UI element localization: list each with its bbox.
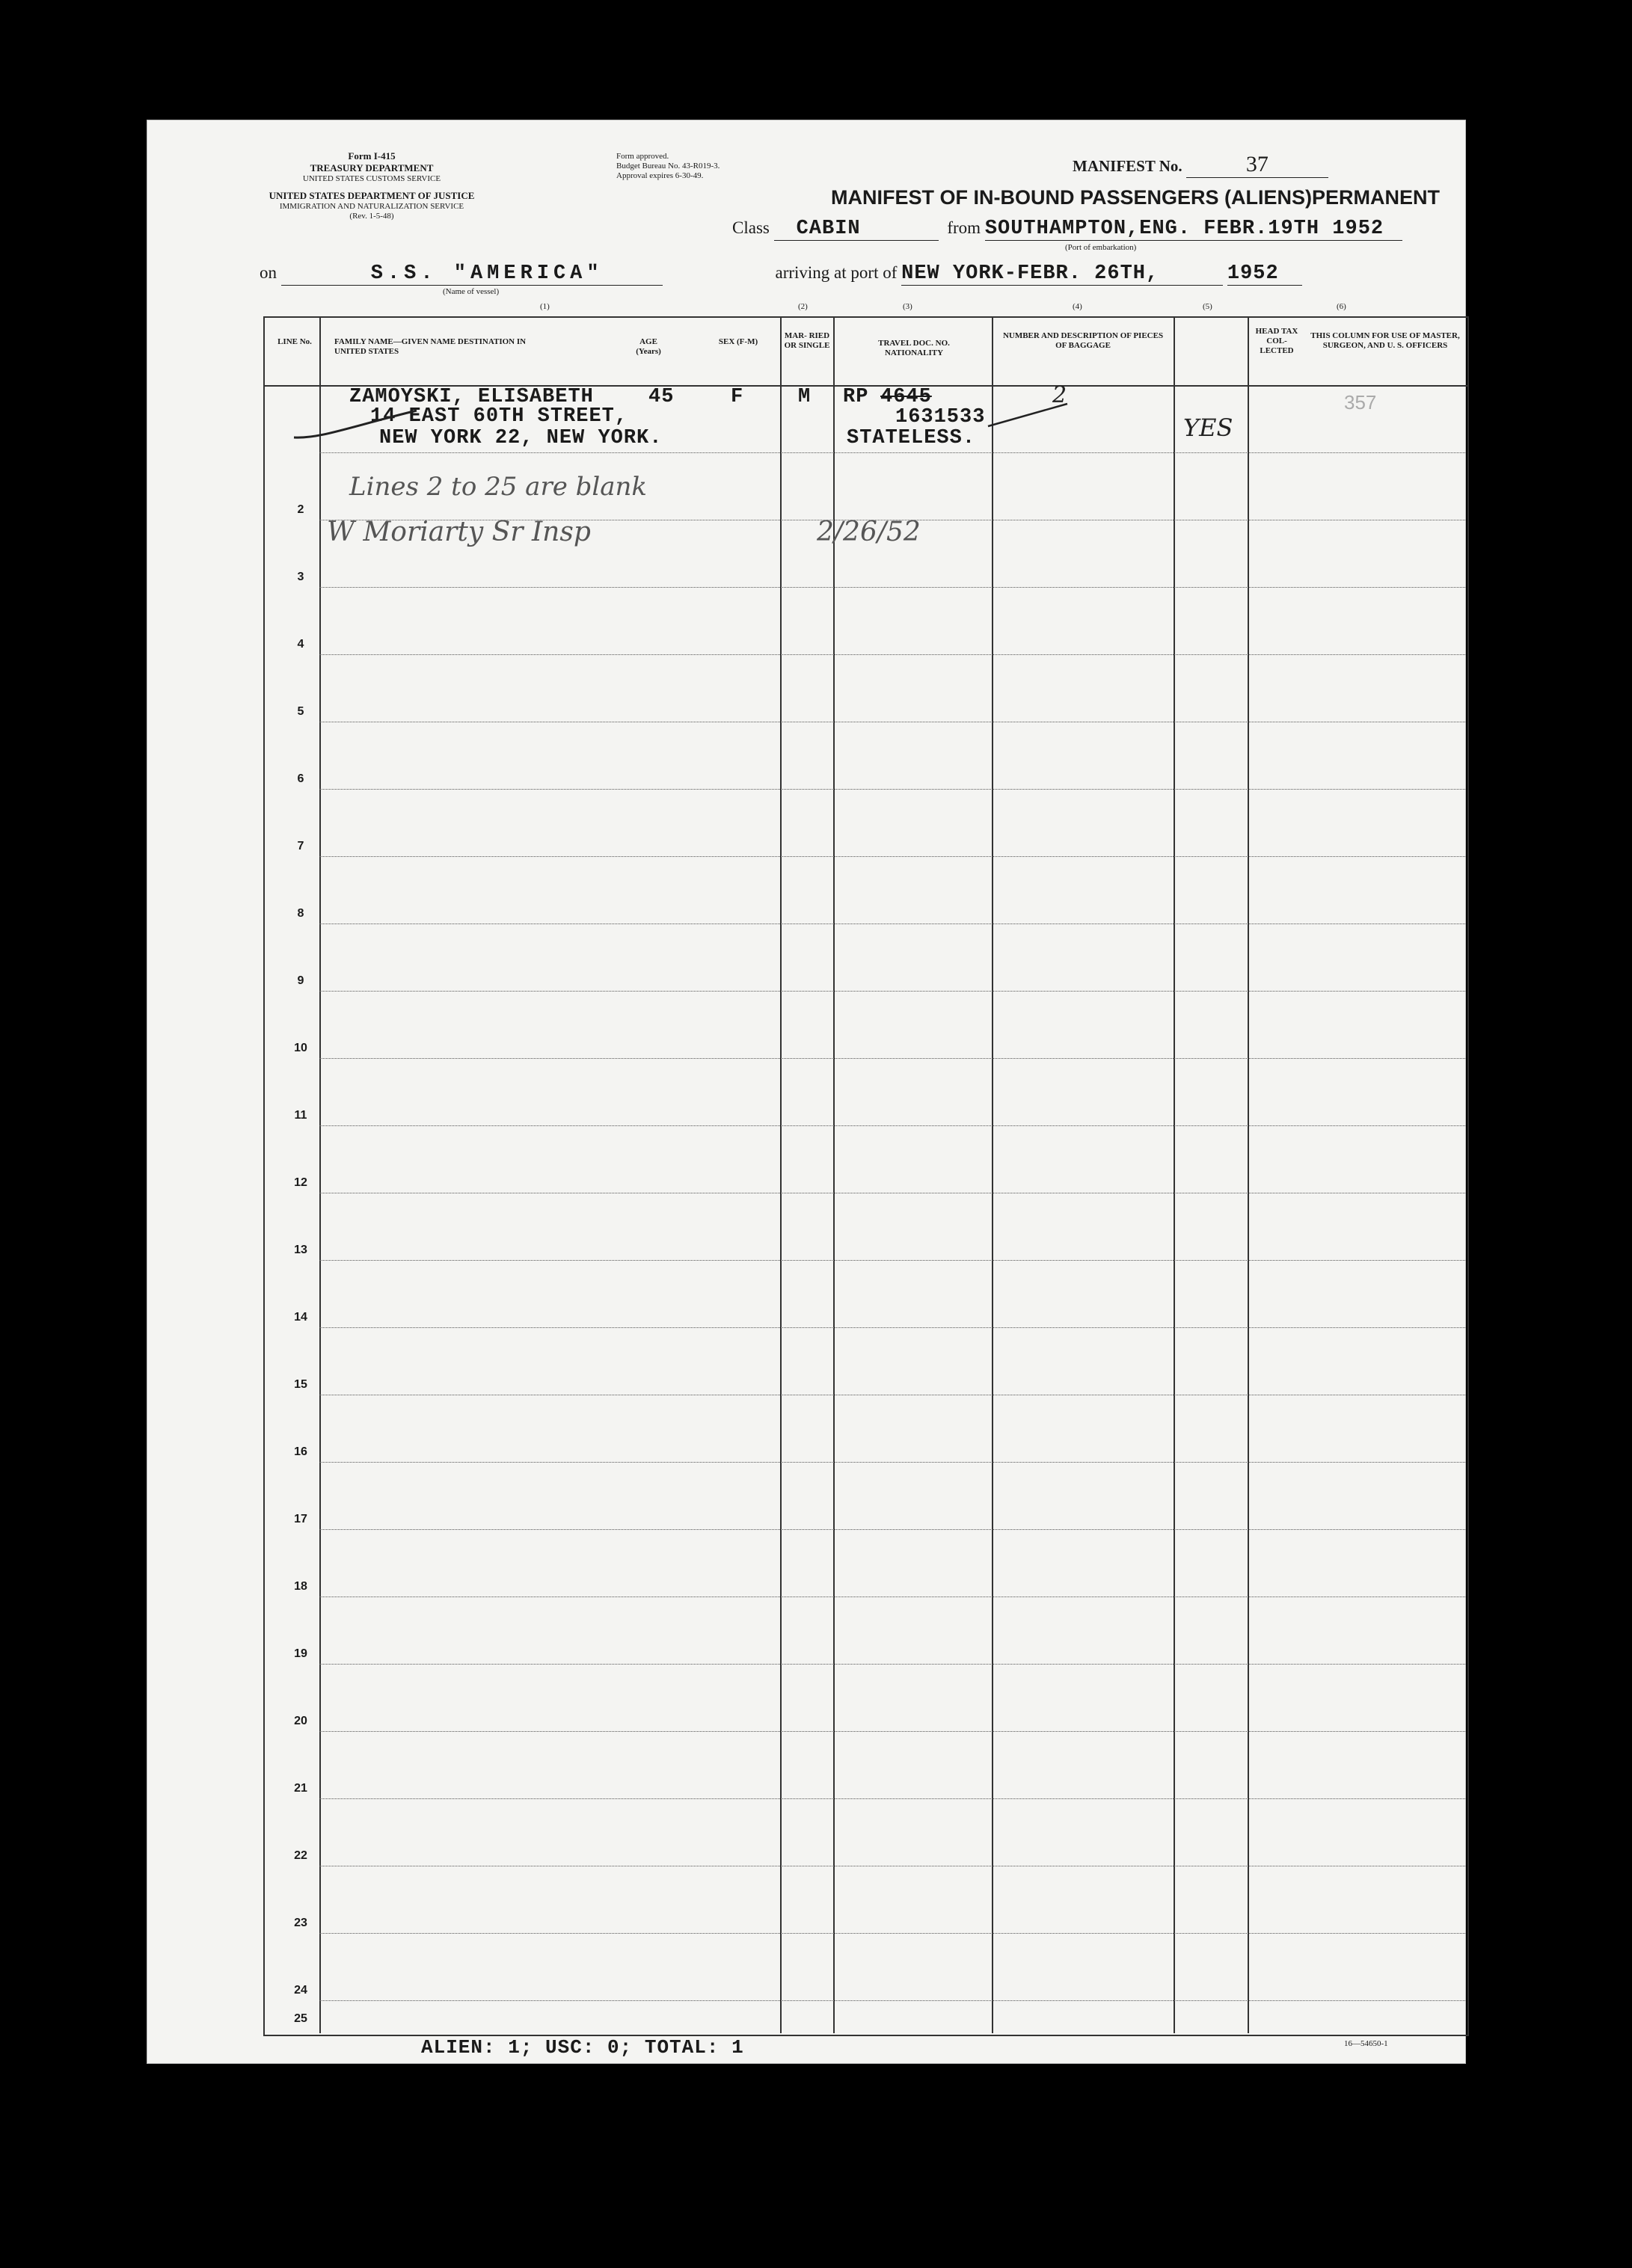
- row-rule: [319, 1664, 1465, 1665]
- from-value: SOUTHAMPTON,ENG. FEBR.19TH 1952: [985, 218, 1402, 241]
- line-number: 13: [294, 1244, 307, 1256]
- line-number: 5: [297, 705, 304, 718]
- row-rule: [319, 1933, 1465, 1934]
- line-number: 14: [294, 1311, 307, 1324]
- passenger-sex: F: [731, 386, 744, 408]
- class-label: Class: [732, 218, 770, 237]
- class-value: CABIN: [774, 218, 939, 241]
- title-text: MANIFEST OF IN-BOUND PASSENGERS (ALIENS): [831, 186, 1313, 209]
- row-rule: [319, 991, 1465, 992]
- budget-bureau: Budget Bureau No. 43-R019-3.: [616, 162, 720, 170]
- arriving-label: arriving at port of: [775, 263, 898, 282]
- col-line-no: LINE No.: [277, 337, 312, 346]
- col-rule: [1174, 316, 1175, 2033]
- col-age: AGE (Years): [636, 337, 661, 356]
- line-number: 6: [297, 772, 304, 785]
- line-number: 9: [297, 974, 304, 987]
- col-num-2: (2): [798, 302, 808, 311]
- revision-label: (Rev. 1-5-48): [349, 212, 394, 221]
- passenger-name: ZAMOYSKI, ELISABETH: [349, 386, 594, 408]
- col-rule: [319, 316, 321, 2033]
- passenger-age: 45: [648, 386, 675, 408]
- row-rule: [319, 1260, 1465, 1261]
- on-label: on: [260, 263, 277, 282]
- line-number: 8: [297, 907, 304, 920]
- line-number: 24: [294, 1984, 307, 1997]
- justice-label: UNITED STATES DEPARTMENT OF JUSTICE: [269, 190, 475, 201]
- row-rule: [319, 587, 1465, 588]
- line-number: 10: [294, 1042, 307, 1054]
- vessel-name: S.S. "AMERICA": [281, 262, 663, 286]
- line-number: 18: [294, 1580, 307, 1593]
- vessel-line: [260, 262, 1302, 286]
- manifest-title: [831, 186, 1440, 209]
- line-number: 16: [294, 1445, 307, 1458]
- passenger-marital: M: [798, 386, 812, 408]
- col-num-3: (3): [903, 302, 912, 311]
- note-lines-blank: Lines 2 to 25 are blank: [349, 472, 648, 502]
- row-rule: [319, 1058, 1465, 1059]
- from-label: from: [947, 218, 981, 237]
- row-rule: [319, 1798, 1465, 1799]
- col-num-5: (5): [1203, 302, 1212, 311]
- row-rule: [319, 654, 1465, 655]
- col-rule: [833, 316, 835, 2033]
- form-approved: Form approved.: [616, 152, 669, 161]
- title-suffix: PERMANENT: [1312, 186, 1441, 209]
- ins-label: IMMIGRATION AND NATURALIZATION SERVICE: [279, 202, 464, 211]
- officer-mark: 357: [1344, 391, 1377, 414]
- line-number: 21: [294, 1782, 307, 1795]
- col-married: MAR- RIED OR SINGLE: [784, 331, 830, 350]
- head-tax-collected: YES: [1183, 414, 1233, 442]
- row-rule: [319, 1462, 1465, 1463]
- row-rule: [319, 1125, 1465, 1126]
- baggage-stroke: [985, 401, 1075, 431]
- manifest-label: MANIFEST No.: [1073, 157, 1182, 175]
- arrival-port: NEW YORK-FEBR. 26TH,: [901, 262, 1223, 286]
- footer-code: 16—54650-1: [1344, 2039, 1388, 2048]
- vessel-caption: (Name of vessel): [443, 287, 500, 296]
- form-number: Form I-415: [348, 150, 396, 162]
- class-line: [732, 218, 1402, 241]
- line-number: 7: [297, 840, 304, 852]
- line-number: 19: [294, 1647, 307, 1660]
- address-line-2: NEW YORK 22, NEW YORK.: [379, 427, 663, 449]
- line-number: 17: [294, 1513, 307, 1525]
- inspector-signature: W Moriarty Sr Insp: [327, 517, 591, 547]
- manifest-number-block: [1073, 152, 1328, 178]
- nationality: STATELESS.: [847, 427, 976, 449]
- row-rule: [319, 1596, 1465, 1597]
- manifest-table: [263, 316, 1469, 2036]
- travel-doc-struck: 4645: [880, 386, 932, 408]
- line-number: 22: [294, 1849, 307, 1862]
- approval-block: [616, 152, 720, 181]
- row-rule: [319, 1731, 1465, 1732]
- line-number: 23: [294, 1917, 307, 1929]
- col-rule: [780, 316, 782, 2033]
- address-line-1: 14 EAST 60TH STREET,: [370, 405, 628, 428]
- inspection-date: 2/26/52: [817, 517, 921, 547]
- row-rule: [319, 2000, 1465, 2001]
- col-baggage: NUMBER AND DESCRIPTION OF PIECES OF BAGGAGE: [1002, 331, 1164, 350]
- baggage-count: 2: [1052, 382, 1067, 408]
- line-number: 25: [294, 2012, 307, 2025]
- col-name: FAMILY NAME—GIVEN NAME DESTINATION IN UNITED STATES: [334, 337, 527, 356]
- port-embark-caption: (Port of embarkation): [1065, 243, 1137, 252]
- manifest-page: [147, 120, 1466, 2064]
- col-officers: THIS COLUMN FOR USE OF MASTER, SURGEON, AND U. S. OFFICERS: [1310, 331, 1460, 350]
- row-rule: [319, 1327, 1465, 1328]
- col-rule: [1248, 316, 1249, 2033]
- line-number: 12: [294, 1176, 307, 1189]
- col-head-tax: HEAD TAX COL- LECTED: [1255, 327, 1298, 355]
- col-num-1: (1): [540, 302, 550, 311]
- travel-doc-number: 1631533: [895, 406, 986, 428]
- treasury-label: TREASURY DEPARTMENT: [310, 162, 434, 173]
- col-travel-doc: TRAVEL DOC. NO. NATIONALITY: [878, 339, 950, 357]
- col-sex: SEX (F-M): [718, 337, 758, 346]
- line-number: 20: [294, 1715, 307, 1727]
- check-mark: [289, 405, 424, 449]
- totals-line: ALIEN: 1; USC: 0; TOTAL: 1: [421, 2036, 744, 2059]
- col-num-4: (4): [1073, 302, 1082, 311]
- row-rule: [319, 856, 1465, 857]
- line-number: 2: [297, 503, 304, 516]
- approval-expires: Approval expires 6-30-49.: [616, 171, 704, 180]
- customs-label: UNITED STATES CUSTOMS SERVICE: [302, 174, 441, 183]
- row-rule: [319, 1529, 1465, 1530]
- row-rule: [319, 452, 1465, 453]
- col-rule: [992, 316, 993, 2033]
- line-number: 15: [294, 1378, 307, 1391]
- line-number: 3: [297, 571, 304, 583]
- arrival-year: 1952: [1227, 262, 1302, 286]
- form-agency-block: [252, 150, 491, 221]
- col-num-6: (6): [1337, 302, 1346, 311]
- manifest-number: 37: [1186, 152, 1328, 178]
- line-number: 11: [294, 1109, 307, 1122]
- row-rule: [319, 789, 1465, 790]
- line-number: 4: [297, 638, 304, 651]
- travel-doc-prefix: RP: [843, 386, 869, 408]
